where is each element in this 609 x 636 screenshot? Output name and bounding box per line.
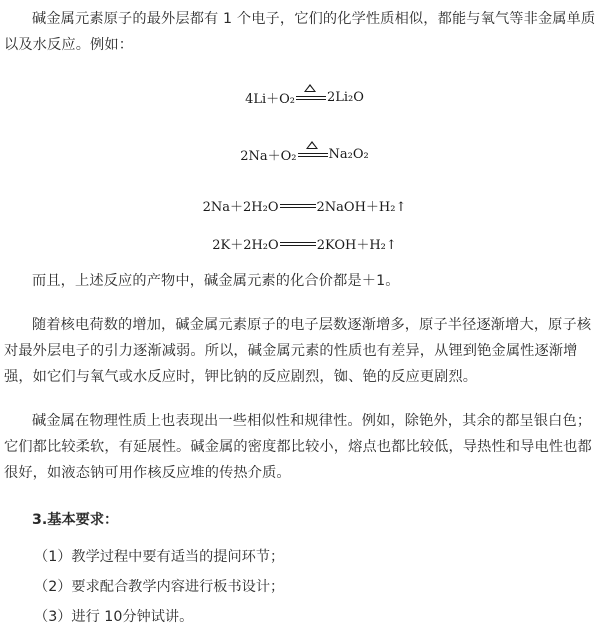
heating-equals-sign [298,150,328,160]
equation-right: Na₂O₂ [328,147,369,162]
heating-equals-sign [296,93,326,103]
requirement-item: （1）教学过程中要有适当的提问环节； [34,549,285,565]
equation-left: 2Na＋2H₂O [202,200,279,215]
equation-right: 2KOH＋H₂↑ [316,238,397,253]
requirement-item: （3）进行 10分钟试讲。 [34,609,194,625]
requirement-item: （2）要求配合教学内容进行板书设计； [34,579,285,595]
equation-left: 2Na＋O₂ [240,149,297,164]
section-heading: 3.基本要求： [32,512,119,528]
equals-sign [280,201,316,211]
equation-left: 4Li＋O₂ [245,92,295,107]
equation-right: 2Li₂O [327,90,364,105]
equation-sodium-oxygen [0,145,609,164]
equation-left: 2K＋2H₂O [212,238,279,253]
equation-potassium-water [0,234,609,253]
trend-paragraph: 随着核电荷数的增加，碱金属元素原子的电子层数逐渐增多，原子半径逐渐增大，原子核对最外层电子的引力逐渐减弱。所以，碱金属元素的性质也有差异，从锂到铯金属性逐渐增强，如它们与氧气或水反应时，钾比钠的反应剧烈，铷、铯的反应更剧烈。 [4,317,592,385]
physical-properties-paragraph: 碱金属在物理性质上也表现出一些相似性和规律性。例如，除铯外，其余的都呈银白色；它们都比较柔软，有延展性。碱金属的密度都比较小，熔点也都比较低，导热性和导电性也都很好，如液态钠可用作核反应堆的传热介质。 [4,413,592,481]
valence-paragraph: 而且，上述反应的产物中，碱金属元素的化合价都是＋1。 [32,273,400,289]
equation-right: 2NaOH＋H₂↑ [316,200,407,215]
intro-paragraph: 碱金属元素原子的最外层都有 1 个电子，它们的化学性质相似，都能与氧气等非金属单质以及水反应。例如： [4,11,596,53]
equals-sign [280,239,316,249]
equation-sodium-water [0,196,609,215]
equation-lithium-oxygen [0,88,609,107]
